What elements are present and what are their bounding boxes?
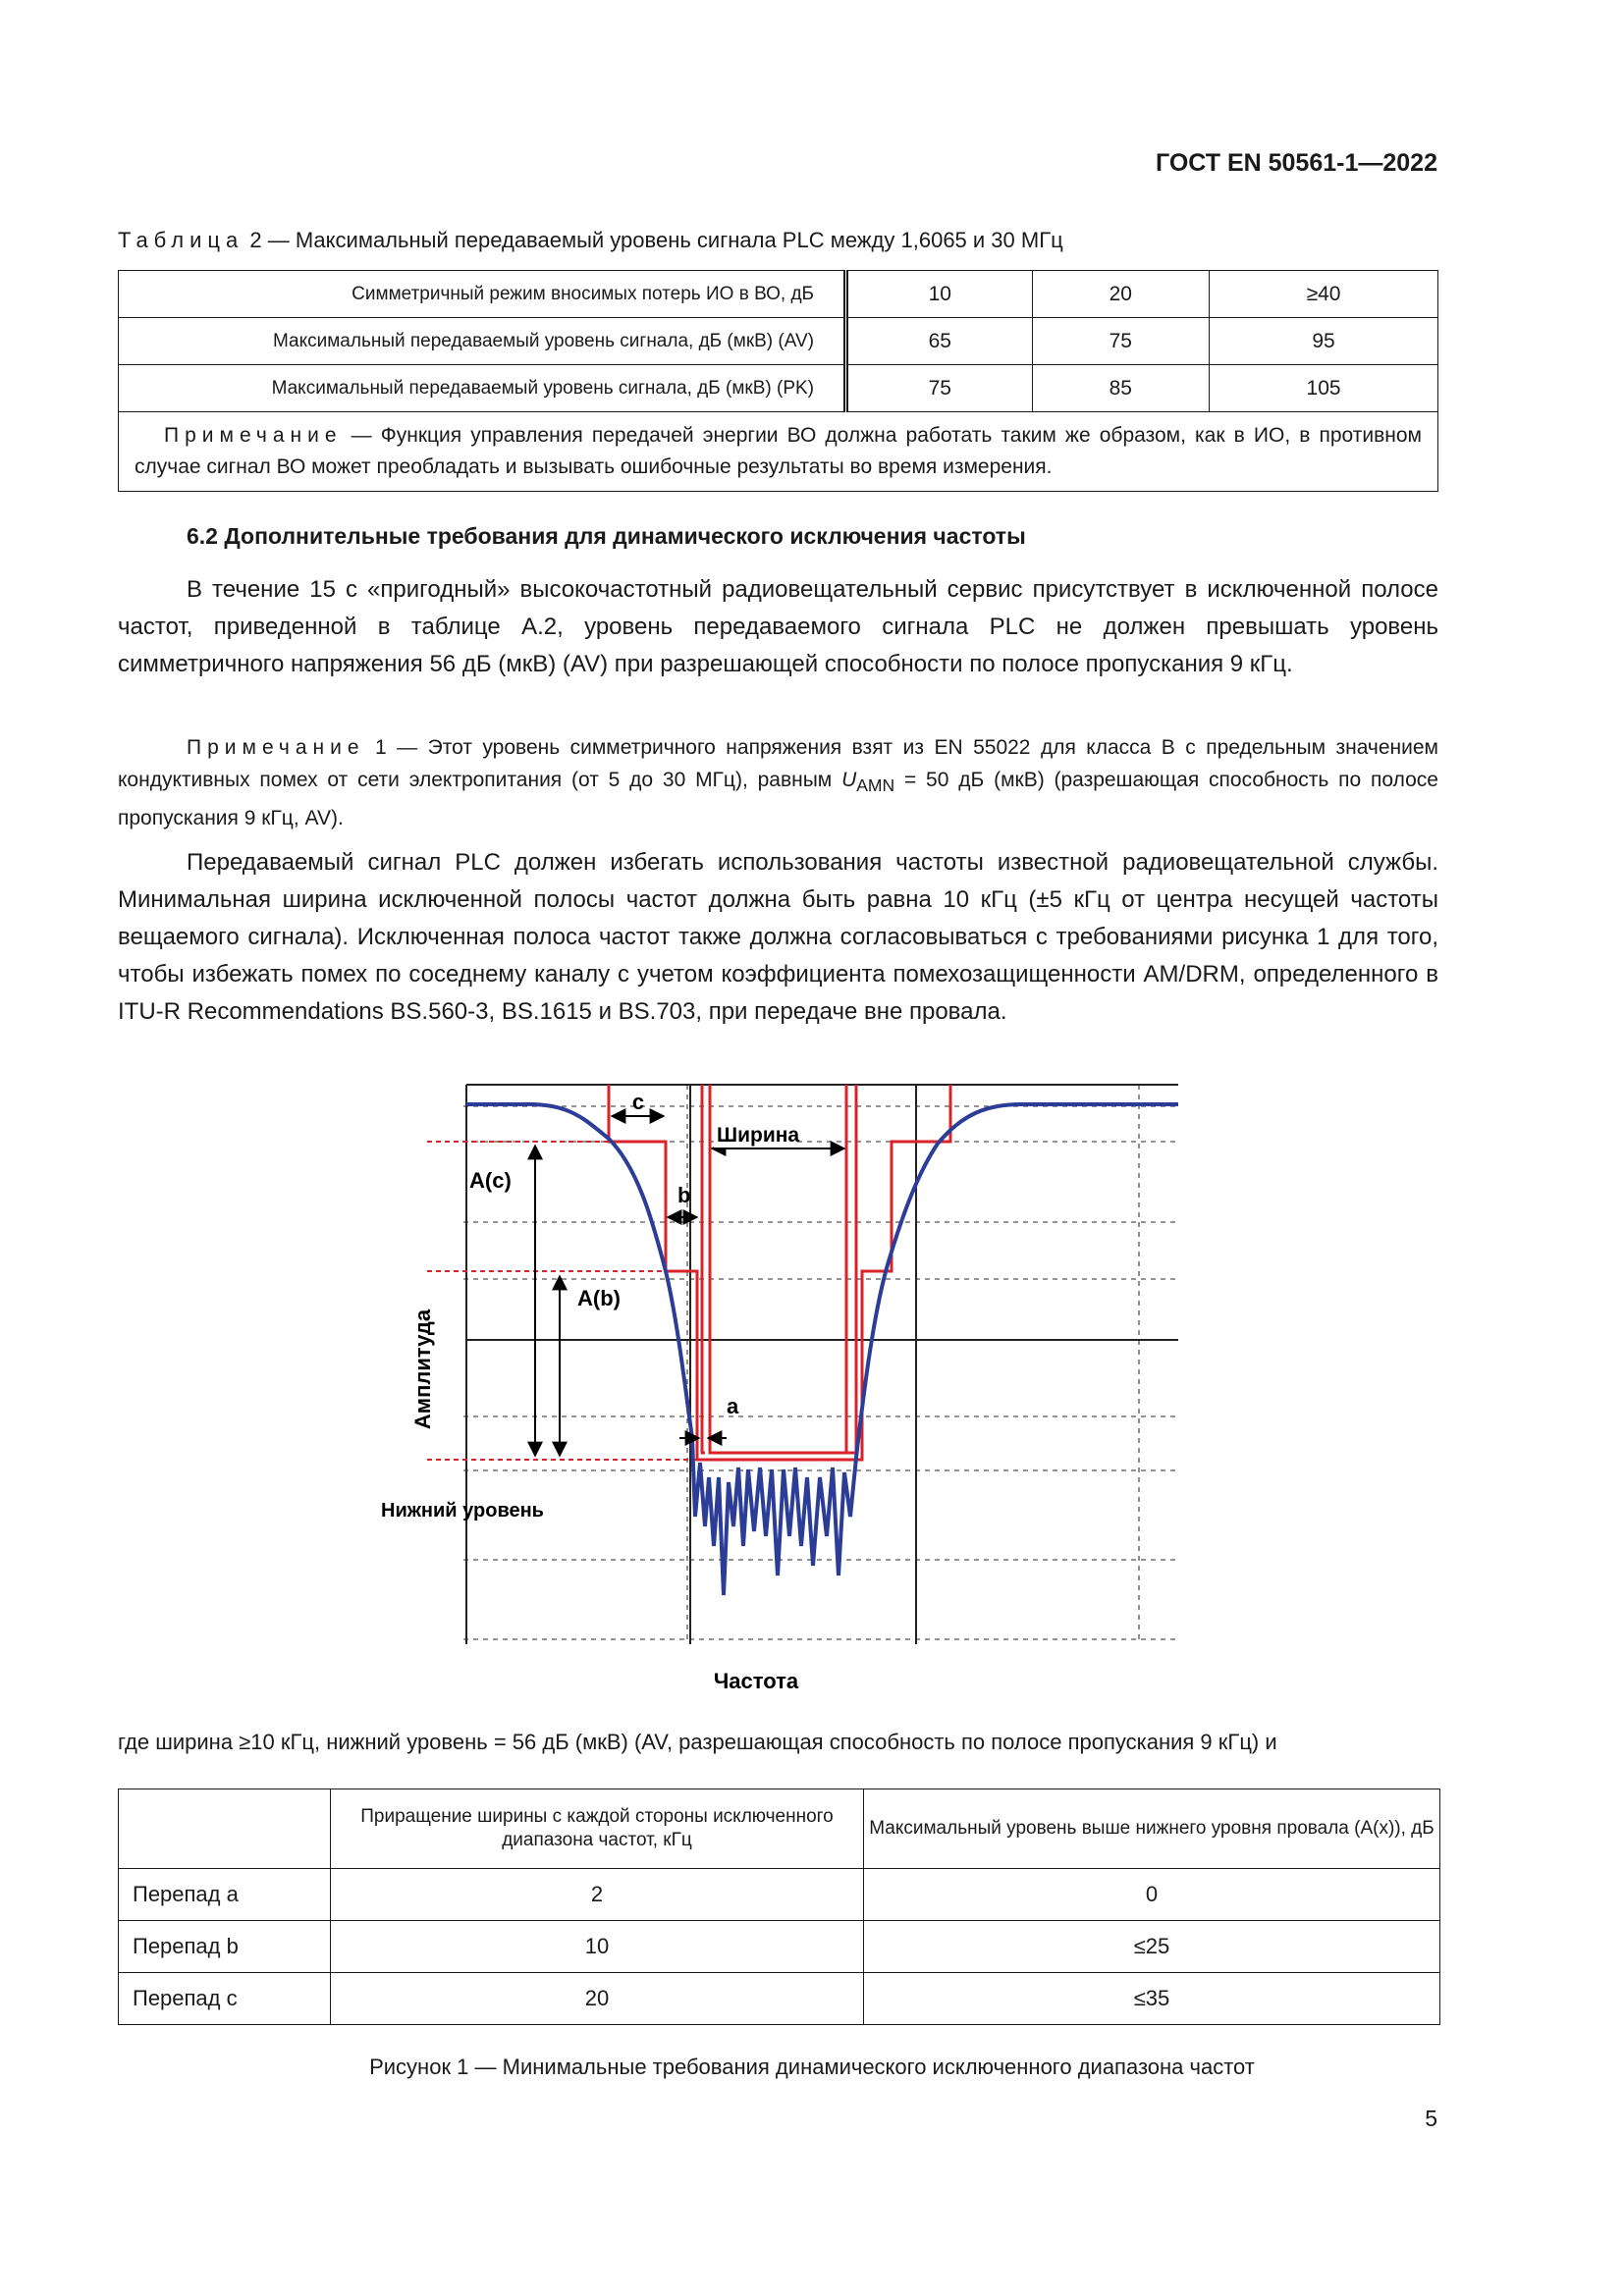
label-a: a xyxy=(727,1394,739,1418)
table-row xyxy=(119,271,1438,318)
note-number: 1 xyxy=(375,736,387,759)
label-c: c xyxy=(631,1090,645,1114)
table2-caption-text: 2 — Максимальный передаваемый уровень сигнала PLC между 1,6065 и 30 МГц xyxy=(249,228,1063,252)
table-cell: 10 xyxy=(846,271,1033,318)
table-cell: 20 xyxy=(1032,271,1210,318)
table-row xyxy=(119,365,1438,412)
table-header-row xyxy=(119,1789,1440,1869)
note-1 xyxy=(118,731,1438,834)
figure-1 xyxy=(373,1065,1188,1703)
table-cell: Перепад c xyxy=(119,1973,331,2025)
table-cell: 0 xyxy=(864,1869,1440,1921)
where-text: где ширина ≥10 кГц, нижний уровень = 56 дБ (мкВ) (AV, разрешающая способность по полосе пропускания 9 кГц) и xyxy=(118,1730,1277,1754)
table3 xyxy=(118,1789,1440,2025)
table-cell: Симметричный режим вносимых потерь ИО в ВО, дБ xyxy=(119,271,846,318)
table-cell: Перепад a xyxy=(119,1869,331,1921)
x-axis-label: Частота xyxy=(713,1669,799,1693)
paragraph-text: В течение 15 с «пригодный» высокочастотный радиовещательный сервис присутствует в исключенной полосе частот, приведенной в таблице А.2, уровень передаваемого сигнала PLC не должен превышать уровень симметричного напряжения 56 дБ (мкВ) (AV) при разрешающей способности по полосе пропускания 9 кГц. xyxy=(118,576,1438,677)
table-cell: 65 xyxy=(846,318,1033,365)
table-cell: ≥40 xyxy=(1210,271,1438,318)
table-header-cell: Максимальный уровень выше нижнего уровня провала (A(x)), дБ xyxy=(864,1789,1440,1869)
label-width: Ширина xyxy=(717,1124,800,1147)
note-label: Примечание xyxy=(164,424,343,447)
y-axis-label: Амплитуда xyxy=(410,1308,435,1430)
label-Ab: A(b) xyxy=(577,1286,621,1310)
table-cell: 75 xyxy=(1032,318,1210,365)
document-id: ГОСТ EN 50561-1—2022 xyxy=(1156,149,1437,177)
note-symbol: U xyxy=(841,769,857,791)
table2 xyxy=(118,270,1438,492)
label-Ac: A(c) xyxy=(469,1168,512,1193)
section-heading: 6.2 Дополнительные требования для динамического исключения частоты xyxy=(187,523,1026,549)
paragraph xyxy=(118,844,1438,1031)
grid xyxy=(463,1085,1178,1644)
table-header-cell: Приращение ширины с каждой стороны исключенного диапазона частот, кГц xyxy=(331,1789,864,1869)
table-cell: Максимальный передаваемый уровень сигнала, дБ (мкВ) (AV) xyxy=(119,318,846,365)
table-cell: 20 xyxy=(331,1973,864,2025)
table-header-cell xyxy=(119,1789,331,1869)
table2-caption xyxy=(118,228,1063,253)
table-cell: 2 xyxy=(331,1869,864,1921)
table-cell: ≤25 xyxy=(864,1921,1440,1973)
table-row xyxy=(119,318,1438,365)
table2-note xyxy=(119,412,1438,492)
signal-curve xyxy=(466,1104,1178,1595)
note-text: — Функция управления передачей энергии ВО должна работать таким же образом, как в ИО, в противном случае сигнал ВО может преобладать и вызывать ошибочные результаты во время измерения. xyxy=(135,424,1422,478)
table-row xyxy=(119,1869,1440,1921)
paragraph-text: Передаваемый сигнал PLC должен избегать использования частоты известной радиовещательной службы. Минимальная ширина исключенной полосы частот должна быть равна 10 кГц (±5 кГц от центра несущей частоты вещаемого сигнала). Исключенная полоса частот также должна согласовываться с требованиями рисунка 1 для того, чтобы избежать помех по соседнему каналу с учетом коэффициента помехозащищенности AM/DRM, определенного в ITU-R Recommendations BS.560-3, BS.1615 и BS.703, при передаче вне провала. xyxy=(118,849,1438,1025)
table-cell: 85 xyxy=(1032,365,1210,412)
table2-caption-label: Таблица xyxy=(118,228,244,252)
note-subscript: AMN xyxy=(856,775,895,796)
note-text: — Этот уровень симметричного напряжения взят из EN 55022 для класса В с предельным значением кондуктивных помех от сети электропитания (от 5 до 30 МГц), равным xyxy=(118,736,1438,791)
note-text-end: = 50 дБ (мкВ) (разрешающая способность по полосе пропускания 9 кГц, AV). xyxy=(118,769,1438,830)
reference-lines xyxy=(427,1142,697,1460)
table-cell: 95 xyxy=(1210,318,1438,365)
page-number: 5 xyxy=(1425,2106,1437,2131)
note-label: Примечание xyxy=(187,736,365,759)
table-cell: Перепад b xyxy=(119,1921,331,1973)
notch-diagram xyxy=(373,1065,1188,1703)
table-row xyxy=(119,1921,1440,1973)
paragraph xyxy=(118,571,1438,683)
table-cell: 105 xyxy=(1210,365,1438,412)
table-row xyxy=(119,1973,1440,2025)
table-cell: Максимальный передаваемый уровень сигнала, дБ (мкВ) (PK) xyxy=(119,365,846,412)
floor-label: Нижний уровень xyxy=(381,1500,544,1522)
label-b: b xyxy=(677,1183,691,1207)
figure-caption: Рисунок 1 — Минимальные требования динамического исключенного диапазона частот xyxy=(369,2055,1255,2079)
table-cell: 10 xyxy=(331,1921,864,1973)
table-row xyxy=(119,412,1438,492)
table-cell: ≤35 xyxy=(864,1973,1440,2025)
table-cell: 75 xyxy=(846,365,1033,412)
